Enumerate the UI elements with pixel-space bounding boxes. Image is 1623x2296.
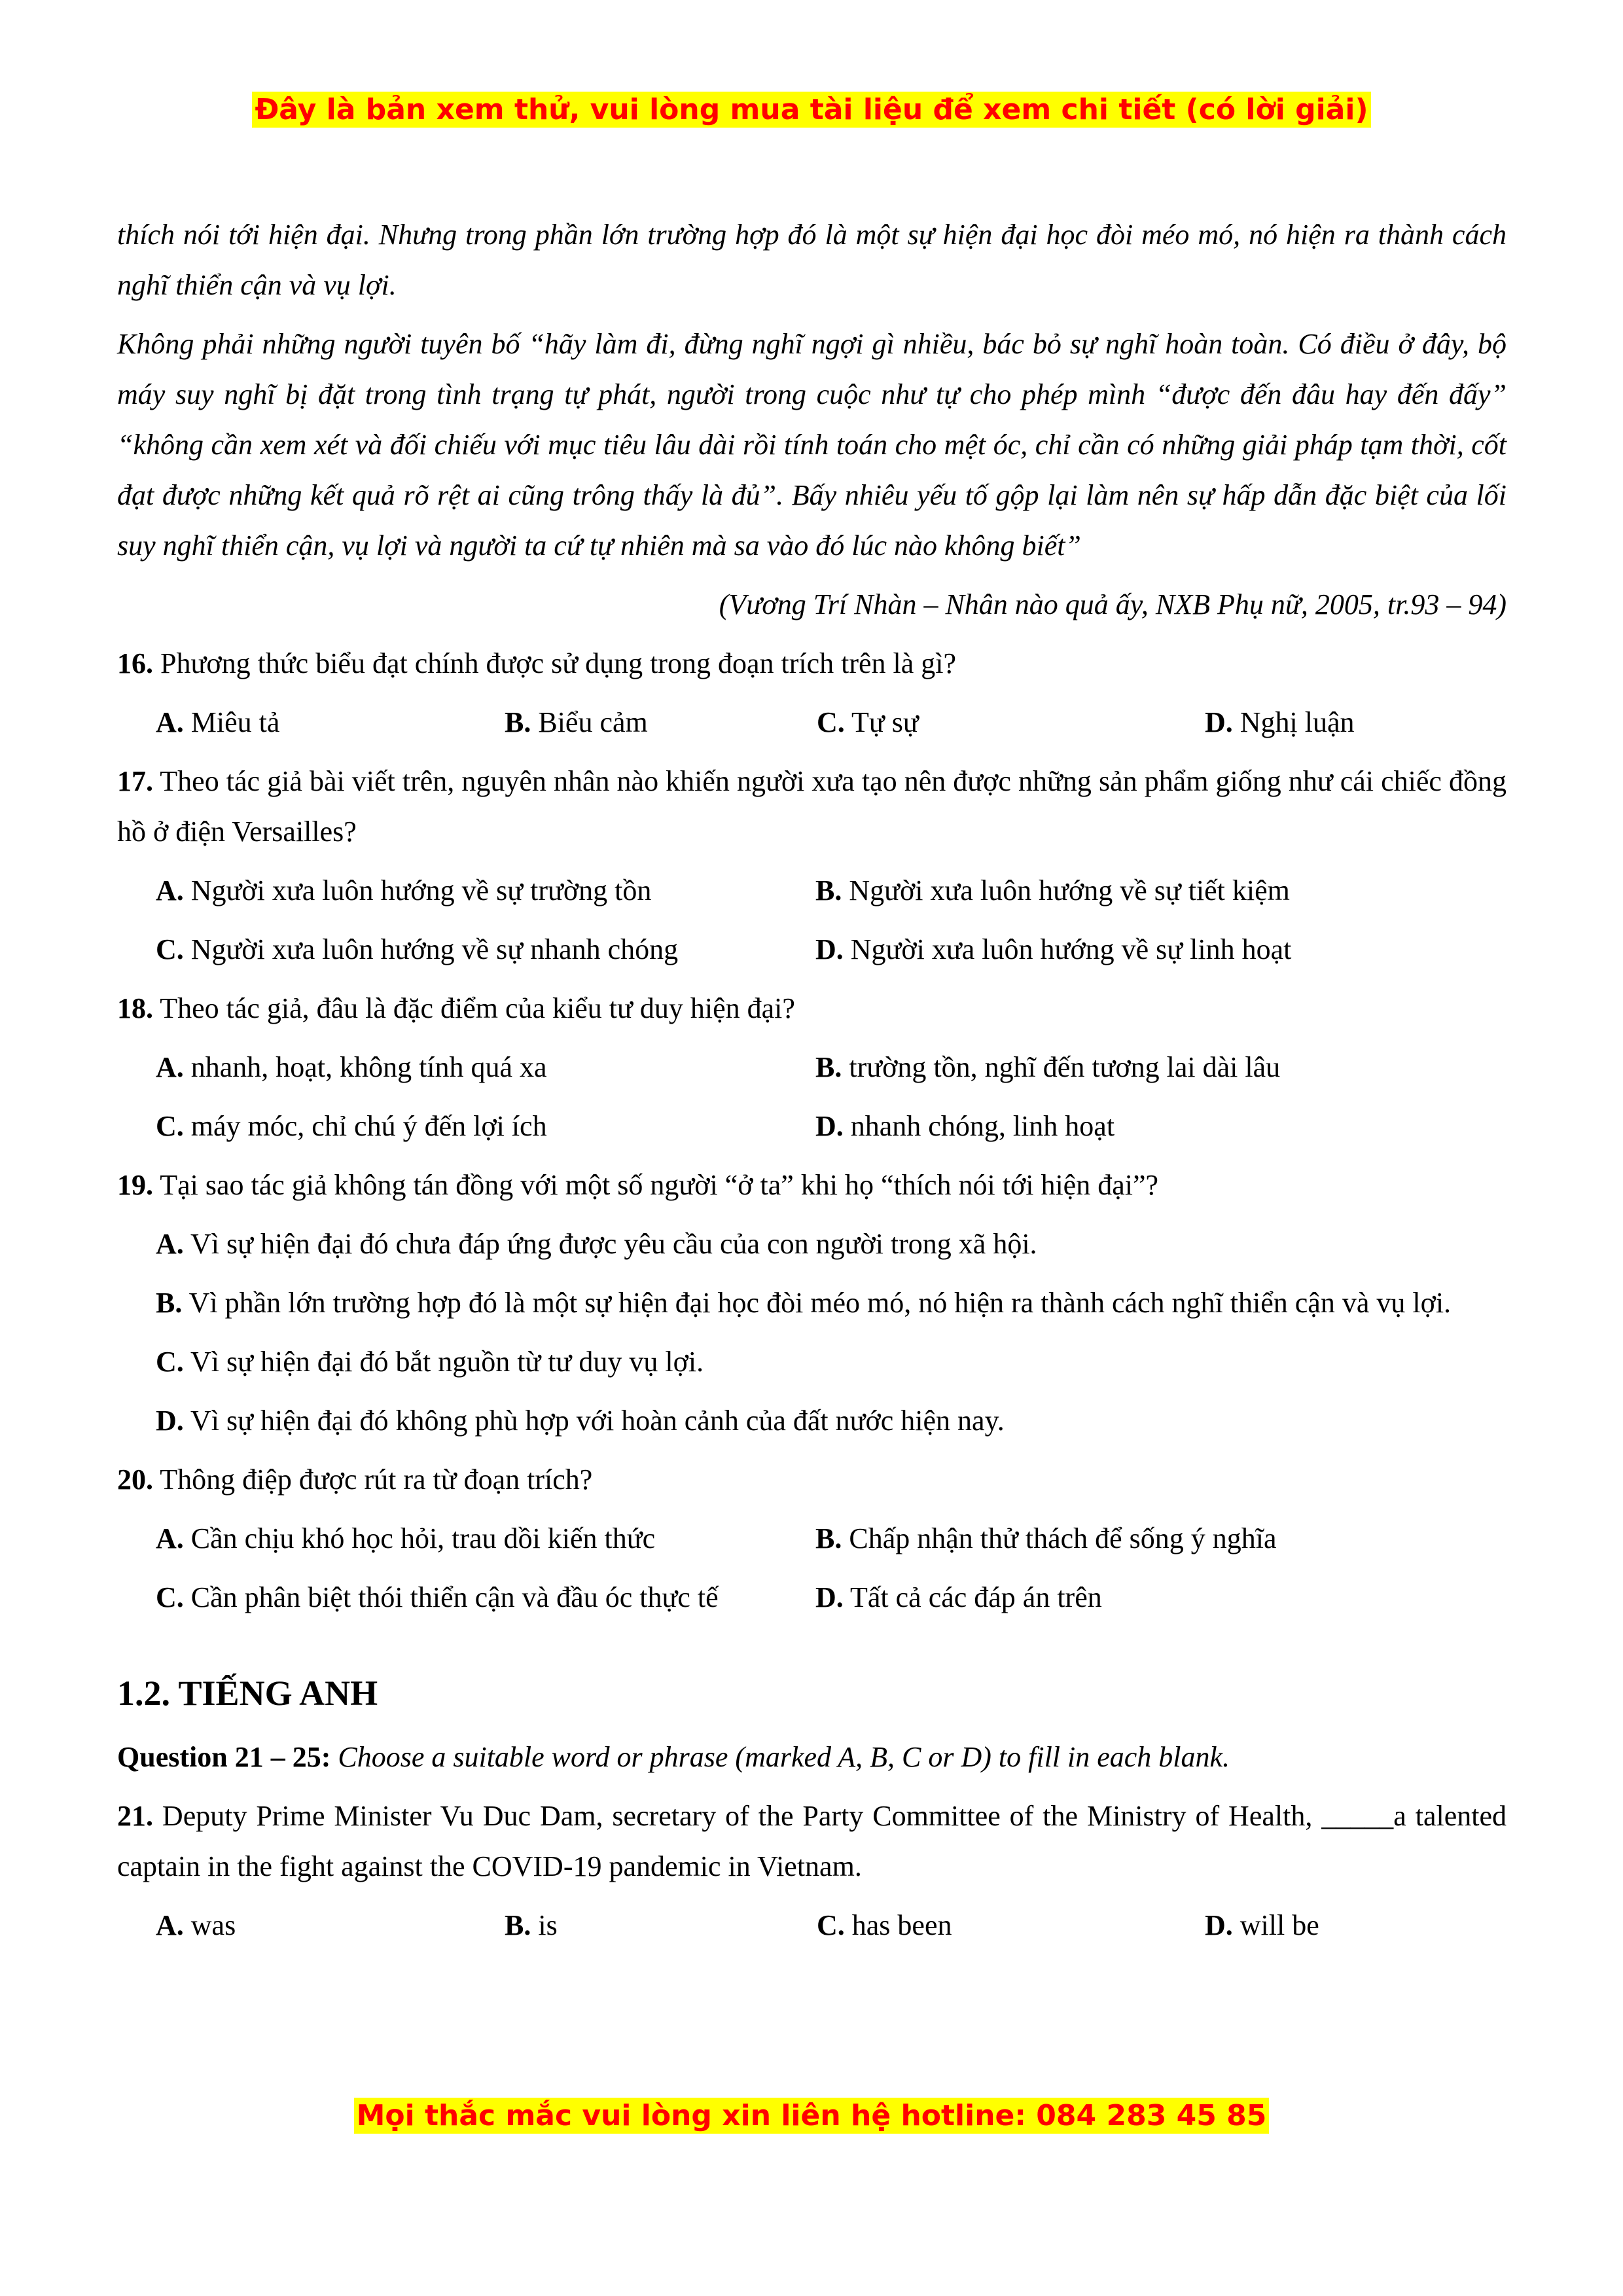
hotline-banner-text: Mọi thắc mắc vui lòng xin liên hệ hotline: 084 283 45 85 bbox=[354, 2098, 1270, 2134]
option-d: D. Vì sự hiện đại đó không phù hợp với hoàn cảnh của đất nước hiện nay. bbox=[156, 1405, 1005, 1437]
option-d: D. will be bbox=[1205, 1909, 1319, 1941]
question-number: 16. bbox=[117, 647, 153, 679]
option-d: D. nhanh chóng, linh hoạt bbox=[815, 1110, 1115, 1142]
question-instruction bbox=[117, 1732, 1507, 1782]
option-b: B. is bbox=[505, 1909, 558, 1941]
question-18 bbox=[117, 983, 1507, 1033]
question-text: Theo tác giả, đâu là đặc điểm của kiểu tư duy hiện đại? bbox=[153, 992, 795, 1024]
question-text: Thông điệp được rút ra từ đoạn trích? bbox=[153, 1463, 593, 1496]
options-20-row2 bbox=[117, 1572, 1507, 1623]
question-text: Theo tác giả bài viết trên, nguyên nhân nào khiến người xưa tạo nên được những sản phẩm giống như cái chiếc đồng hồ ở điện Versailles? bbox=[117, 765, 1507, 848]
option-b: B. Người xưa luôn hướng về sự tiết kiệm bbox=[815, 874, 1290, 906]
hotline-banner bbox=[0, 2099, 1623, 2132]
option-b: B. Vì phần lớn trường hợp đó là một sự hiện đại học đòi méo mó, nó hiện ra thành cách nghĩ thiển cận và vụ lợi. bbox=[156, 1287, 1452, 1319]
question-17 bbox=[117, 756, 1507, 857]
passage-citation: (Vương Trí Nhàn – Nhân nào quả ấy, NXB Phụ nữ, 2005, tr.93 – 94) bbox=[719, 588, 1507, 620]
question-text: Deputy Prime Minister Vu Duc Dam, secretary of the Party Committee of the Ministry of Health, _____a talented captain in the fight against the COVID-19 pandemic in Vietnam. bbox=[117, 1800, 1507, 1882]
option-c: C. Cần phân biệt thói thiển cận và đầu óc thực tế bbox=[156, 1581, 719, 1613]
question-21 bbox=[117, 1791, 1507, 1892]
question-20 bbox=[117, 1454, 1507, 1505]
option-a: A. Người xưa luôn hướng về sự trường tồn bbox=[156, 874, 652, 906]
option-c: C. has been bbox=[817, 1909, 952, 1941]
question-text: Phương thức biểu đạt chính được sử dụng trong đoạn trích trên là gì? bbox=[153, 647, 957, 679]
instruction-label: Question 21 – 25: bbox=[117, 1741, 331, 1773]
option-d: D. Nghị luận bbox=[1205, 706, 1355, 738]
section-heading: 1.2. TIẾNG ANH bbox=[117, 1674, 378, 1713]
option-b: B. Chấp nhận thử thách để sống ý nghĩa bbox=[815, 1522, 1277, 1554]
option-a: A. Vì sự hiện đại đó chưa đáp ứng được yêu cầu của con người trong xã hội. bbox=[156, 1228, 1037, 1260]
option-c: C. máy móc, chỉ chú ý đến lợi ích bbox=[156, 1110, 547, 1142]
question-19 bbox=[117, 1160, 1507, 1210]
option-d: D. Người xưa luôn hướng về sự linh hoạt bbox=[815, 933, 1292, 965]
reading-passage bbox=[117, 209, 1507, 571]
options-18-row2 bbox=[117, 1101, 1507, 1151]
option-a: A. nhanh, hoạt, không tính quá xa bbox=[156, 1051, 547, 1083]
options-21 bbox=[117, 1900, 1507, 1950]
options-17-row1 bbox=[117, 865, 1507, 916]
options-16 bbox=[117, 697, 1507, 747]
instruction-text: Choose a suitable word or phrase (marked A, B, C or D) to fill in each blank. bbox=[330, 1741, 1230, 1773]
document-body bbox=[117, 209, 1507, 1959]
preview-banner bbox=[0, 93, 1623, 126]
option-d: D. Tất cả các đáp án trên bbox=[815, 1581, 1102, 1613]
passage-paragraph: thích nói tới hiện đại. Nhưng trong phần lớn trường hợp đó là một sự hiện đại học đòi méo mó, nó hiện ra thành cách nghĩ thiển cận và vụ lợi. bbox=[117, 219, 1507, 301]
question-number: 20. bbox=[117, 1463, 153, 1496]
option-c: C. Tự sự bbox=[817, 706, 919, 738]
options-20-row1 bbox=[117, 1513, 1507, 1564]
passage-paragraph: Không phải những người tuyên bố “hãy làm đi, đừng nghĩ ngợi gì nhiều, bác bỏ sự nghĩ hoàn toàn. Có điều ở đây, bộ máy suy nghĩ bị đặt trong tình trạng tự phát, người trong cuộc như tự cho phép mình “được đến đâu hay đến đấy” “không cần xem xét và đối chiếu với mục tiêu lâu dài rồi tính toán cho mệt óc, chỉ cần có những giải pháp tạm thời, cốt đạt được những kết quả rõ rệt ai cũng trông thấy là đủ”. Bấy nhiêu yếu tố gộp lại làm nên sự hấp dẫn đặc biệt của lối suy nghĩ thiển cận, vụ lợi và người ta cứ tự nhiên mà sa vào đó lúc nào không biết” bbox=[117, 328, 1507, 562]
options-17-row2 bbox=[117, 924, 1507, 975]
question-number: 17. bbox=[117, 765, 153, 797]
question-number: 21. bbox=[117, 1800, 153, 1832]
question-text: Tại sao tác giả không tán đồng với một số người “ở ta” khi họ “thích nói tới hiện đại”? bbox=[153, 1169, 1159, 1201]
options-18-row1 bbox=[117, 1042, 1507, 1092]
question-number: 18. bbox=[117, 992, 153, 1024]
option-a: A. was bbox=[156, 1909, 236, 1941]
option-c: C. Người xưa luôn hướng về sự nhanh chóng bbox=[156, 933, 679, 965]
option-b: B. trường tồn, nghĩ đến tương lai dài lâu bbox=[815, 1051, 1281, 1083]
question-16 bbox=[117, 638, 1507, 689]
option-c: C. Vì sự hiện đại đó bắt nguồn từ tư duy vụ lợi. bbox=[156, 1346, 704, 1378]
option-a: A. Cần chịu khó học hỏi, trau dồi kiến thức bbox=[156, 1522, 656, 1554]
preview-banner-text: Đây là bản xem thử, vui lòng mua tài liệu để xem chi tiết (có lời giải) bbox=[252, 92, 1370, 128]
question-number: 19. bbox=[117, 1169, 153, 1201]
option-a: A. Miêu tả bbox=[156, 706, 280, 738]
option-b: B. Biểu cảm bbox=[505, 706, 648, 738]
